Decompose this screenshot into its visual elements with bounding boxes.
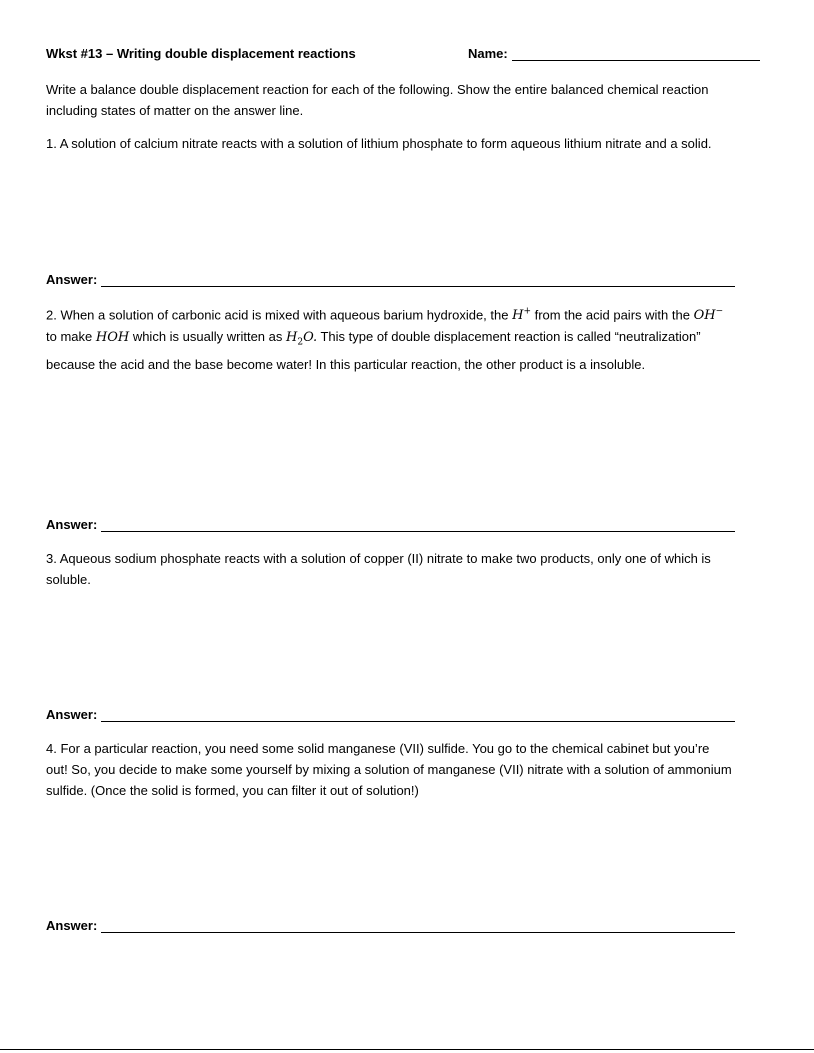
question-4 [46, 738, 774, 801]
q4-text-3: sulfide. (Once the solid is formed, you can filter it out of solution!) [46, 783, 419, 798]
q2-text-2c: This type of double displacement reaction is called “neutralization” [317, 329, 701, 345]
q2-text-2a: to make [46, 329, 96, 345]
answer-label-2: Answer: [46, 517, 98, 532]
h2o-sub: 2 [297, 337, 304, 348]
h-plus-sup: + [523, 307, 531, 317]
instructions [46, 79, 774, 121]
name-label: Name: [468, 46, 508, 61]
answer-line-3 [101, 721, 735, 722]
answer-label-4: Answer: [46, 918, 98, 933]
answer-label-3: Answer: [46, 707, 98, 722]
h2o-h: H [285, 330, 298, 346]
q4-text-2: out! So, you decide to make some yourself by mixing a solution of manganese (VII) nitrate with a solution of ammonium [46, 762, 732, 777]
q2-text-3: because the acid and the base become water! In this particular reaction, the other product is a insoluble. [46, 356, 646, 372]
h2o-formula [285, 330, 318, 348]
hoh-formula: HOH [95, 330, 130, 346]
q3-text-2: soluble. [46, 572, 91, 587]
answer-line-4 [101, 932, 735, 933]
answer-label-1: Answer: [46, 272, 98, 287]
oh-minus-ion [694, 308, 724, 323]
h2o-o: O. [303, 330, 318, 346]
h-plus-ion [512, 308, 531, 323]
oh-minus-base: OH [693, 308, 716, 324]
q2-text-1b: from the acid pairs with the [530, 307, 694, 323]
question-1: 1. A solution of calcium nitrate reacts with a solution of lithium phosphate to form aqueous lithium nitrate and a solid. [46, 136, 712, 151]
question-2 [46, 302, 774, 375]
h-plus-base: H [512, 308, 524, 324]
answer-line-2 [101, 531, 735, 532]
q4-text-1: 4. For a particular reaction, you need some solid manganese (VII) sulfide. You go to the chemical cabinet but you’re [46, 741, 710, 756]
question-3 [46, 548, 774, 590]
name-line [512, 60, 760, 61]
worksheet-title: Wkst #13 – Writing double displacement reactions [46, 46, 356, 61]
page-bottom-rule [0, 1049, 814, 1050]
answer-line-1 [101, 286, 735, 287]
instructions-line-2: including states of matter on the answer line. [46, 103, 304, 118]
q2-text-1a: 2. When a solution of carbonic acid is mixed with aqueous barium hydroxide, the [46, 307, 513, 323]
q3-text-1: 3. Aqueous sodium phosphate reacts with a solution of copper (II) nitrate to make two products, only one of which is [46, 551, 711, 566]
q2-text-2b: which is usually written as [129, 329, 286, 345]
oh-minus-sup: − [715, 307, 724, 317]
instructions-line-1: Write a balance double displacement reaction for each of the following. Show the entire balanced chemical reaction [46, 82, 709, 97]
